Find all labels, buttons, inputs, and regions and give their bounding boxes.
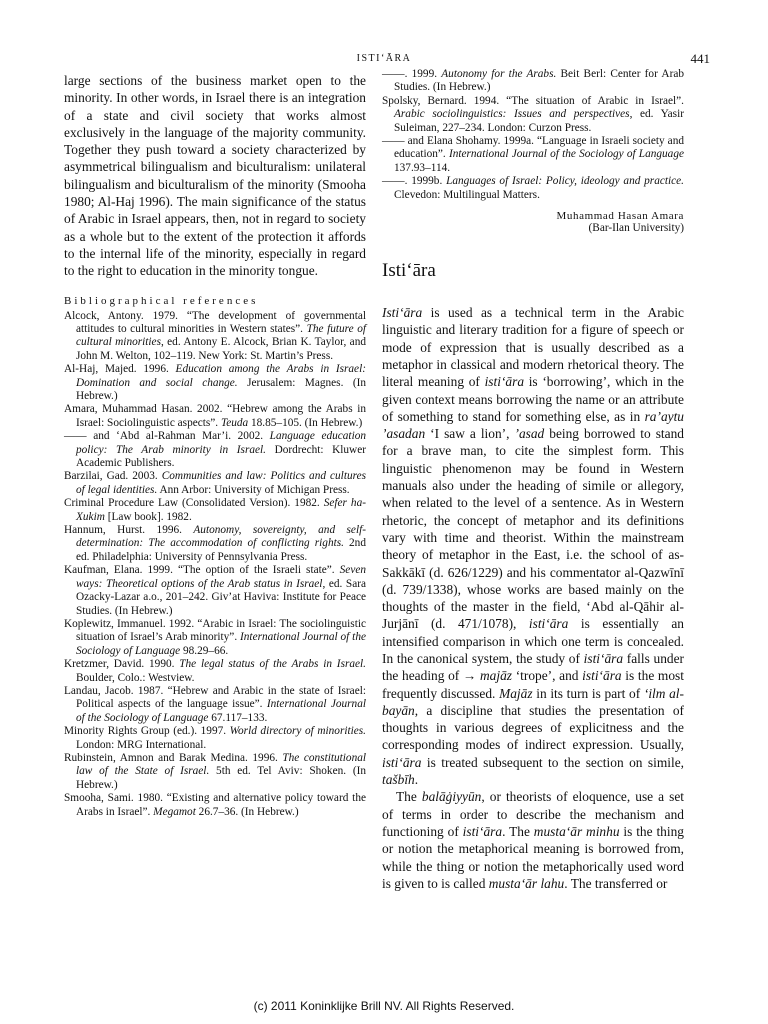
bibliography-list-continued [382, 68, 684, 202]
author-name: Muhammad Hasan Amara [556, 210, 684, 223]
left-column [64, 72, 366, 819]
bibliography-entry: Alcock, Antony. 1979. “The development of governmental attitudes to cultural minorities in Western states”. The future of cultural minorities, ed. Antony E. Alcock, Brian K. Taylor, and John M. Welton, 102–119. New York: St. Martin’s Press. [64, 309, 366, 362]
page-number: 441 [690, 51, 710, 66]
article-paragraph-2: The balāġiyyūn, or theorists of eloquence, use a set of terms in order to describe the mechanism and functioning of isti‘āra. The musta‘ār minhu is the thing or notion the metaphorical meaning is borrowed from, while the thing or notion the metaphorically used word is given to is called musta‘ār lahu. The transferred or [382, 789, 684, 891]
bibliography-entry: Smooha, Sami. 1980. “Existing and alternative policy toward the Arabs in Israel”. Megamot 26.7–36. (In Hebrew.) [64, 792, 366, 818]
bibliography-heading: Bibliographical references [64, 294, 259, 307]
bibliography-entry: Minority Rights Group (ed.). 1997. World directory of minorities. London: MRG International. [64, 725, 366, 751]
bibliography-entry: —— and ‘Abd al-Rahman Mar’i. 2002. Language education policy: The Arab minority in Israel. Dordrecht: Kluwer Academic Publishers. [64, 430, 367, 470]
cross-reference-link[interactable]: majāz [480, 668, 513, 684]
bibliography-entry: Spolsky, Bernard. 1994. “The situation of Arabic in Israel”. Arabic sociolinguistics: Issues and perspectives, ed. Yasir Suleiman, 227–234. London: Curzon Press. [382, 94, 684, 134]
right-column [382, 68, 684, 892]
bibliography-entry: ——. 1999. Autonomy for the Arabs. Beit Berl: Center for Arab Studies. (In Hebrew.) [382, 68, 685, 94]
bibliography-entry: Landau, Jacob. 1987. “Hebrew and Arabic in the state of Israel: Political aspects of the language issue”. International Journal of the Sociology of Language 67.117–133. [64, 684, 366, 724]
bibliography-entry: Kretzmer, David. 1990. The legal status of the Arabs in Israel. Boulder, Colo.: Westview. [64, 658, 366, 684]
running-header: ISTI‘ĀRA [356, 53, 412, 64]
author-affiliation: (Bar-Ilan University) [588, 222, 684, 235]
copyright-footer: (c) 2011 Koninklijke Brill NV. All Rights Reserved. [253, 999, 515, 1013]
article-paragraph-1: Isti‘āra is used as a technical term in the Arabic linguistic and literary tradition for a figure of speech or mode of expression that is usually described as a metaphor in classical and modern rhetorical theory. The literal meaning of isti‘āra is ‘borrowing’, which in the given context means borrowing the name or an attribute of something to stand for something else, as in ra’aytu ’asadan ‘I saw a lion’, ’asad being borrowed to stand for a brave man, to cite the simplest form. This linguistic phenomenon may be found in Western manuals also under the heading of simile or allegory, when related to the level of a sentence. As in Western rhetoric, the concept of metaphor and its definitions vary with time and theorist. Within the mainstream theory of metaphor in the East, i.e. the school of as-Sakkākī (d. 626/1229) and his commentator al-Qazwīnī (d. 739/1338), whose works are based mainly on the thoughts of the master in the field, ‘Abd al-Qāhir al-Jurjānī (d. 471/1078), isti‘āra is essentially an intensified comparison in which one term is concealed. In the canonical system, the study of isti‘āra falls under the heading of → majāz ‘trope’, and isti‘āra is the most frequently discussed. Majāz in its turn is part of ‘ilm al-bayān, a discipline that studies the presentation of thoughts in various degrees of explicitness and the corresponding modes of indirect expression. Usually, isti‘āra is treated subsequent to the section on simile, tašbīh. [382, 305, 684, 788]
body-paragraph: large sections of the business market open to the minority. In other words, in Israel there is an integration of a state and civil society that works almost exclusively in the language of the majority community. Together they push toward a society characterized by asymmetrical bilingualism and biculturalism: unilateral bilingualism and biculturalism of the minority (Smooha 1980; Al-Haj 1996). The main significance of the status of Arabic in Israel appears, then, not in regard to society as a whole but to the extent of the protection it affords to the internal life of the minority, especially in regard to the right to education in the minority tongue. [64, 73, 366, 279]
bibliography-entry: Barzilai, Gad. 2003. Communities and law: Politics and cultures of legal identities. Ann Arbor: University of Michigan Press. [64, 470, 366, 496]
bibliography-entry: Criminal Procedure Law (Consolidated Version). 1982. Sefer ha-Xukim [Law book]. 1982. [64, 497, 366, 523]
bibliography-entry: ——. 1999b. Languages of Israel: Policy, ideology and practice. Clevedon: Multilingual Matters. [382, 175, 684, 201]
bibliography-entry: Al-Haj, Majed. 1996. Education among the Arabs in Israel: Domination and social change. Jerusalem: Magnes. (In Hebrew.) [64, 363, 366, 402]
bibliography-entry: Hannum, Hurst. 1996. Autonomy, sovereignty, and self-determination: The accommodation of conflicting rights. 2nd ed. Philadelphia: University of Pennsylvania Press. [64, 524, 366, 563]
bibliography-entry: Amara, Muhammad Hasan. 2002. “Hebrew among the Arabs in Israel: Sociolinguistic aspects”. Teuda 18.85–105. (In Hebrew.) [64, 403, 366, 429]
bibliography-entry: Rubinstein, Amnon and Barak Medina. 1996. The constitutional law of the State of Israel. 5th ed. Tel Aviv: Shoken. (In Hebrew.) [64, 751, 367, 791]
bibliography-entry: Koplewitz, Immanuel. 1992. “Arabic in Israel: The sociolinguistic situation of Israel’s Arab minority”. International Journal of the Sociology of Language 98.29–66. [64, 617, 366, 657]
article-title: Isti‘āra [382, 260, 436, 282]
bibliography-list [64, 310, 366, 819]
bibliography-entry: —— and Elana Shohamy. 1999a. “Language in Israeli society and education”. International Journal of the Sociology of Language 137.93–114. [382, 135, 684, 174]
bibliography-entry: Kaufman, Elana. 1999. “The option of the Israeli state”. Seven ways: Theoretical options of the Arab status in Israel, ed. Sara Ozacky-Lazar a.o., 201–242. Giv’at Haviva: Institute for Peace Studies. (In Hebrew.) [64, 564, 366, 617]
